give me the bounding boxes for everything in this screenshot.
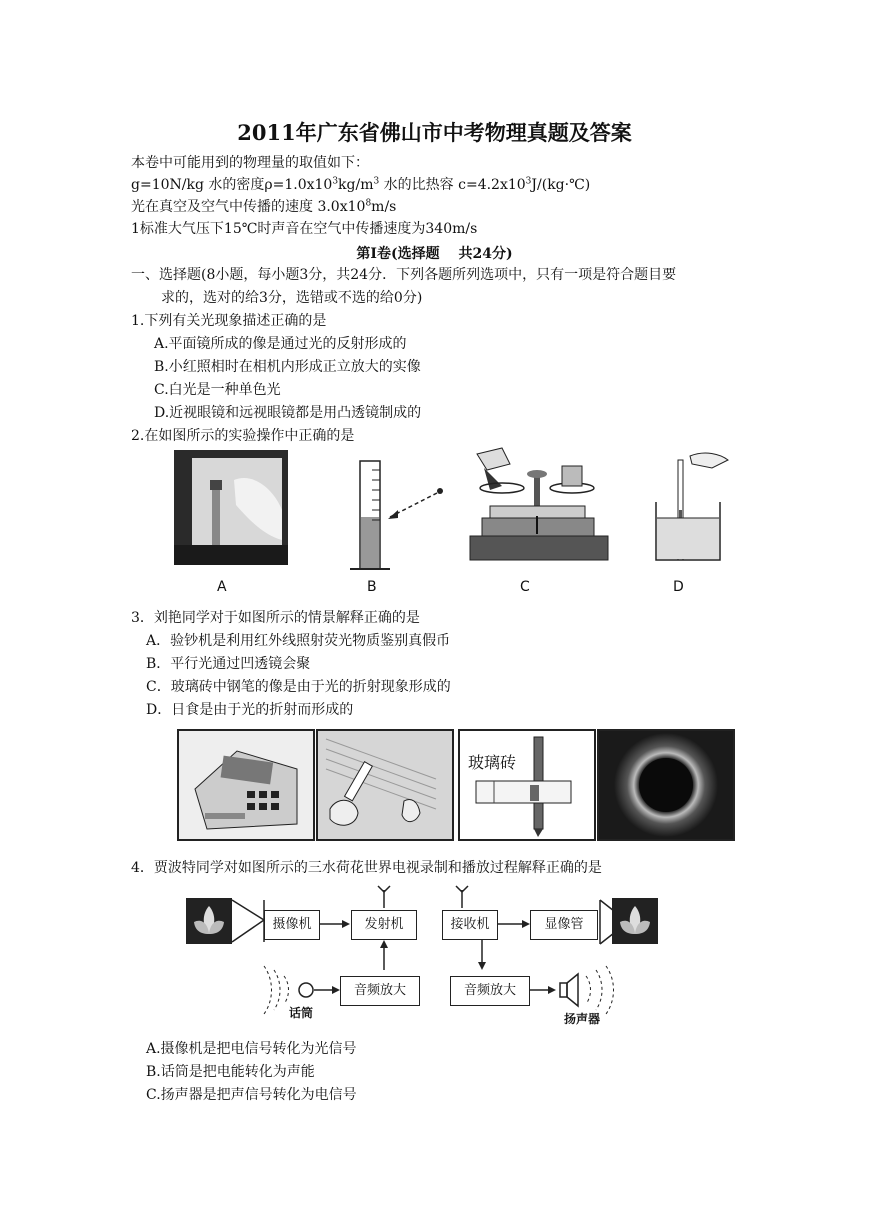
intro-constants (131, 176, 590, 194)
q3-stem: 3．刘艳同学对于如图所示的情景解释正确的是 (131, 610, 420, 626)
q2-label-a: A (217, 579, 227, 595)
density-label: 水的密度ρ=1.0x10 (208, 177, 333, 193)
gravity-value: g=10N/kg (131, 177, 204, 193)
microphone-label: 话筒 (289, 1006, 314, 1020)
q3-glass-label: 玻璃砖 (468, 753, 517, 772)
heat-exp: 3 (525, 176, 532, 187)
q3-option-a: A．验钞机是利用红外线照射荧光物质鉴别真假币 (146, 633, 451, 649)
instructions-line2: 求的，选对的给3分，选错或不选的给0分) (161, 290, 423, 306)
instructions-line1: 一、选择题(8小题，每小题3分，共24分．下列各题所列选项中，只有一项是符合题目要 (131, 267, 677, 283)
intro-light (131, 198, 396, 216)
intro-sound: 1标准大气压下15℃时声音在空气中传播速度为340m/s (131, 221, 478, 237)
q2-label-c: C (520, 579, 530, 595)
q3-figure-money-checker (177, 729, 315, 841)
section-heading: 第Ⅰ卷(选择题 共24分) (356, 246, 513, 262)
heat-label: 水的比热容 c=4.2x10 (383, 177, 526, 193)
q1-option-c: C.白光是一种单色光 (154, 382, 281, 398)
light-label: 光在真空及空气中传播的速度 3.0x10 (131, 199, 366, 215)
q1-stem: 1.下列有关光现象描述正确的是 (131, 313, 327, 329)
q3-figure-solar-eclipse (597, 729, 735, 841)
q2-label-b: B (367, 579, 377, 595)
q1-option-d: D.近视眼镜和远视眼镜都是用凸透镜制成的 (154, 405, 422, 421)
q3-option-d: D．日食是由于光的折射而形成的 (146, 702, 354, 718)
light-unit: m/s (371, 199, 397, 215)
q2-figure-b-cylinder (342, 455, 462, 573)
q2-figure-a-photo (174, 450, 288, 565)
light-exp: 8 (365, 198, 372, 209)
q4-option-b: B.话筒是把电能转化为声能 (146, 1064, 315, 1080)
q3-figure-concave-lens (316, 729, 454, 841)
q2-label-d: D (673, 579, 684, 595)
q4-option-c: C.扬声器是把声信号转化为电信号 (146, 1087, 357, 1103)
audio-amp-left-box: 音频放大 (340, 976, 420, 1006)
transmitter-box: 发射机 (351, 910, 417, 940)
picture-tube-box: 显像管 (530, 910, 598, 940)
camera-box: 摄像机 (264, 910, 320, 940)
q3-option-b: B．平行光通过凹透镜会聚 (146, 656, 311, 672)
density-unit-exp: 3 (373, 176, 380, 187)
q4-stem: 4．贾波特同学对如图所示的三水荷花世界电视录制和播放过程解释正确的是 (131, 860, 602, 876)
q4-option-a: A.摄像机是把电信号转化为光信号 (146, 1041, 357, 1057)
q1-option-a: A.平面镜所成的像是通过光的反射形成的 (154, 336, 407, 352)
q2-figure-d-beaker (650, 450, 730, 565)
heat-unit: J/(kg·℃) (531, 177, 591, 193)
density-unit: kg/m (338, 177, 374, 193)
q3-figure-glass-block (458, 729, 596, 841)
q4-diagram-lines (180, 884, 660, 1030)
q3-option-c: C．玻璃砖中钢笔的像是由于光的折射现象形成的 (146, 679, 451, 695)
speaker-label: 扬声器 (564, 1012, 601, 1026)
intro-line1: 本卷中可能用到的物理量的取值如下： (131, 155, 369, 171)
q1-option-b: B.小红照相时在相机内形成正立放大的实像 (154, 359, 421, 375)
page-title: 2011年广东省佛山市中考物理真题及答案 (237, 120, 632, 145)
density-exp: 3 (332, 176, 339, 187)
receiver-box: 接收机 (442, 910, 498, 940)
q2-figure-c-balance (462, 446, 617, 564)
audio-amp-right-box: 音频放大 (450, 976, 530, 1006)
q2-stem: 2.在如图所示的实验操作中正确的是 (131, 428, 355, 444)
